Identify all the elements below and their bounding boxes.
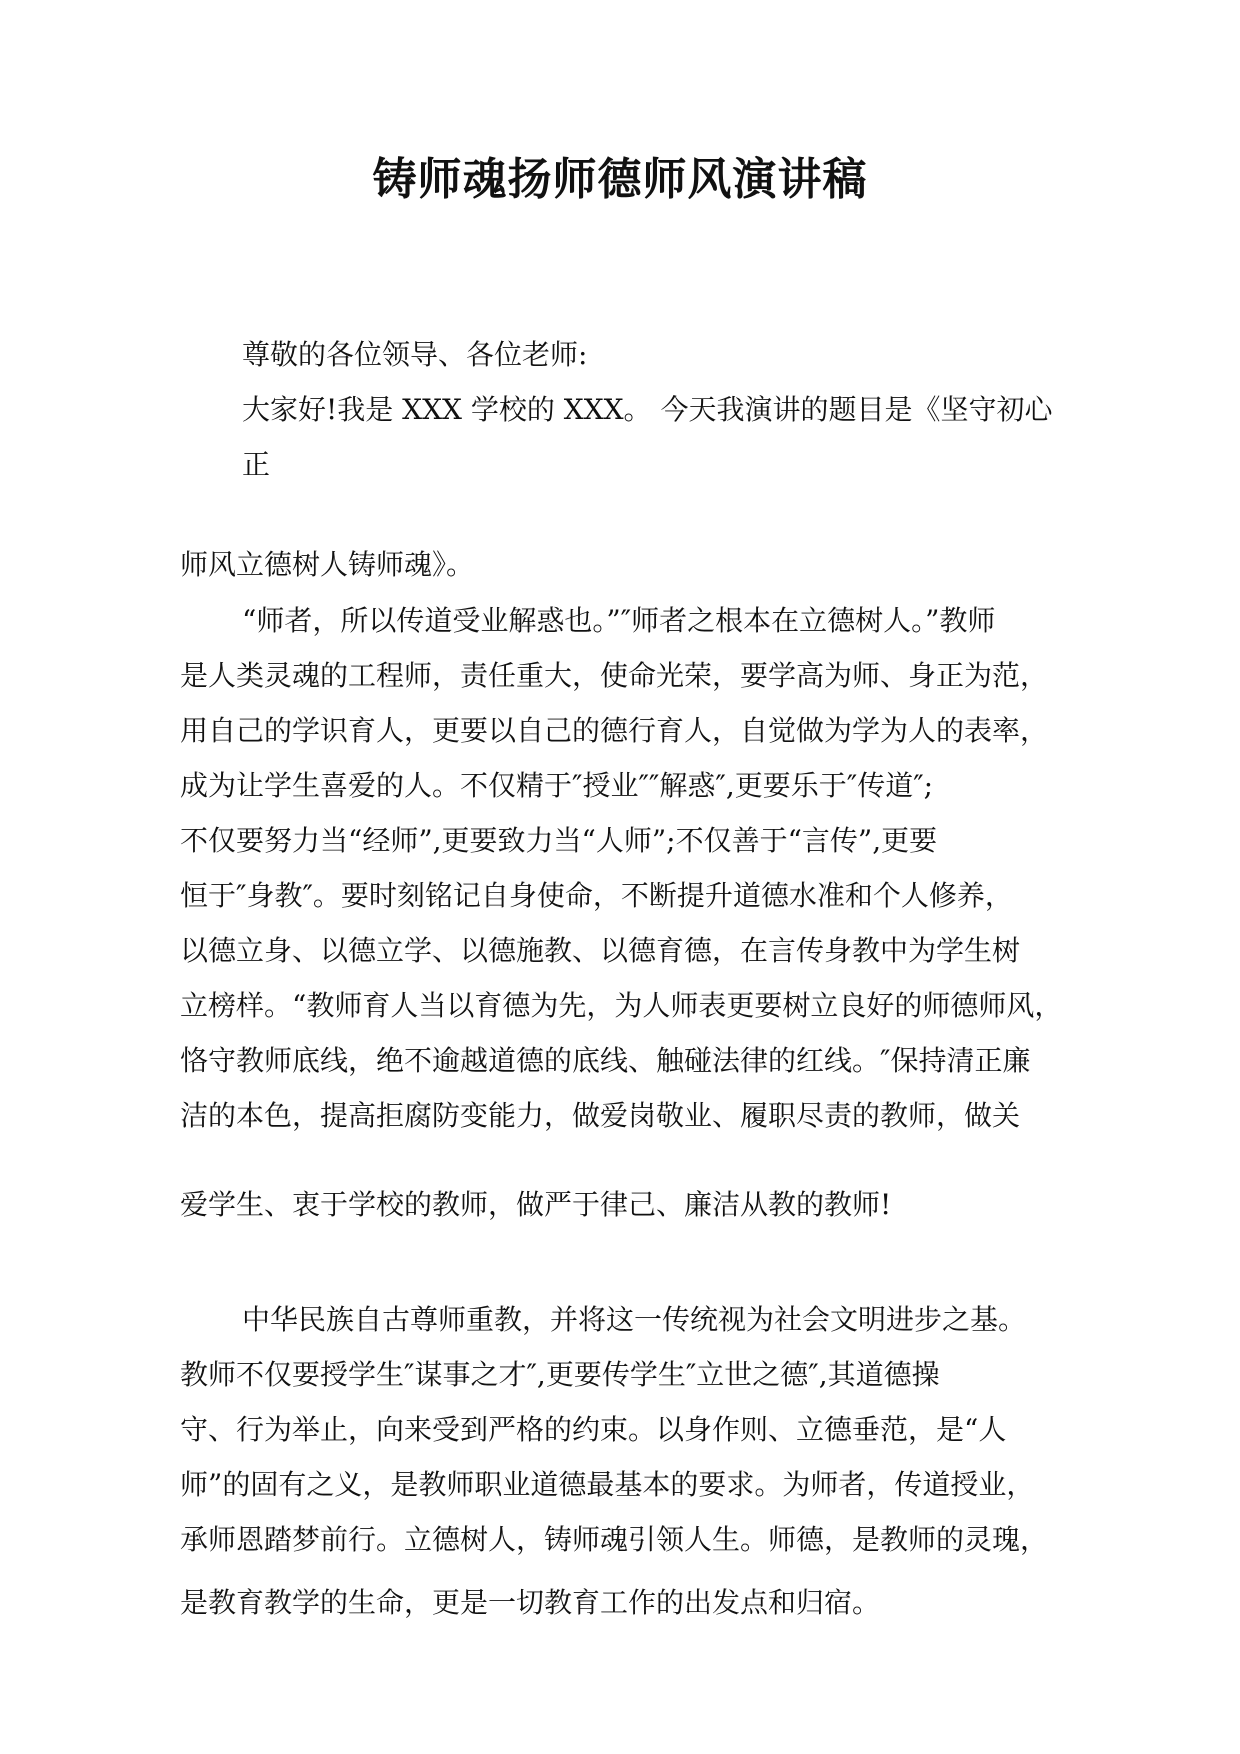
paragraph-line: 教师不仅要授学生″谋事之才″,更要传学生″立世之德″,其道德操 [180,1358,940,1391]
intro-line: 正 [242,448,271,481]
paragraph-1 [180,593,1080,1143]
greeting-line: 尊敬的各位领导、各位老师: [242,338,588,371]
intro-continuation [180,537,1080,592]
paragraph-line: “师者，所以传道受业解惑也。”″师者之根本在立德树人。”教师 [242,604,996,637]
paragraph-line: 师”的固有之义，是教师职业道德最基本的要求。为师者，传道授业， [180,1468,1035,1501]
paragraph-line: 用自己的学识育人，更要以自己的德行育人，自觉做为学为人的表率， [180,714,1049,747]
paragraph-line: 恪守教师底线，绝不逾越道德的底线、触碰法律的红线。″保持清正廉 [180,1044,1031,1077]
paragraph-2-end [180,1575,1080,1630]
paragraph-line: 爱学生、衷于学校的教师，做严于律己、廉洁从教的教师! [180,1188,892,1221]
paragraph-line: 承师恩踏梦前行。立德树人，铸师魂引领人生。师德，是教师的灵瑰， [180,1523,1049,1556]
paragraph-1-end [180,1177,1080,1232]
paragraph-line: 洁的本色，提高拒腐防变能力，做爱岗敬业、履职尽责的教师，做关 [180,1099,1021,1132]
document-title: 铸师魂扬师德师风演讲稿 [372,154,868,205]
paragraph-line: 守、行为举止，向来受到严格的约束。以身作则、立德垂范，是“人 [180,1413,1007,1446]
paragraph-line: 恒于″身教″。要时刻铭记自身使命，不断提升道德水准和个人修养， [180,879,1013,912]
paragraph-line: 是教育教学的生命，更是一切教育工作的出发点和归宿。 [180,1586,881,1619]
paragraph-line: 是人类灵魂的工程师，责任重大，使命光荣，要学高为师、身正为范， [180,659,1049,692]
intro-line: 大家好!我是 XXX 学校的 XXX。 今天我演讲的题目是《坚守初心 [242,393,1053,426]
paragraph-2 [180,1292,1080,1567]
paragraph-line: 以德立身、以德立学、以德施教、以德育德，在言传身教中为学生树 [180,934,1021,967]
greeting-block [180,327,1080,492]
paragraph-line: 不仅要努力当“经师”,更要致力当“人师”;不仅善于“言传”,更要 [180,824,938,857]
paragraph-line: 立榜样。“教师育人当以育德为先，为人师表更要树立良好的师德师风， [180,989,1063,1022]
paragraph-line: 成为让学生喜爱的人。不仅精于″授业″″解惑″,更要乐于″传道″; [180,769,934,802]
intro-line: 师风立德树人铸师魂》。 [180,548,475,581]
paragraph-line: 中华民族自古尊师重教，并将这一传统视为社会文明进步之基。 [242,1303,1027,1336]
